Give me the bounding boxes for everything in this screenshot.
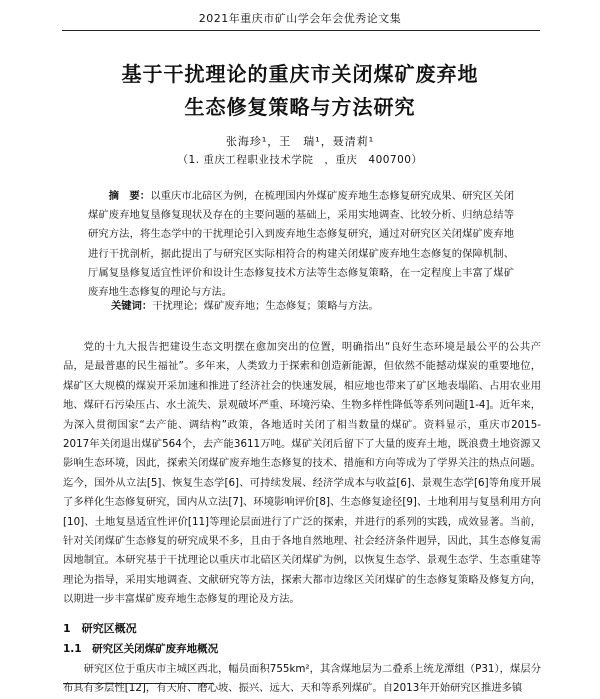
keywords-text: 干扰理论；煤矿废弃地；生态修复；策略与方法。 [152, 300, 379, 312]
keywords [111, 297, 531, 315]
keywords-label: 关键词： [111, 300, 153, 312]
abstract [88, 187, 514, 302]
introduction-paragraph: 党的十九大报告把建设生态文明摆在愈加突出的位置，明确指出“良好生态环境是最公平的公共产品，是最普惠的民生福祉”。多年来，人类致力于探索和创造新能源，但依然不能撼动煤炭的重要地位，煤矿区大规模的煤炭开采加速和推进了经济社会的快速发展，相应地也带来了矿区地表塌陷、占用农业用地、煤矸石污染压占、水土流失、景观破坏严重、环境污染、生物多样性降低等系列问题[1-4]。近年来，为深入贯彻国家“去产能、调结构”政策，各地适时关闭了相当数量的煤矿。资料显示，重庆市2015-2017年关闭退出煤矿564个，去产能3611万吨。煤矿关闭后留下了大量的废弃土地，既浪费土地资源又影响生态环境，因此，探索关闭煤矿废弃地生态修复的技术、措施和方向等成为了学界关注的热点问题。迄今，国外从立法[5]、恢复生态学[6]、可持续发展、经济学成本与收益[6]、景观生态学[6]等角度开展了多样化生态修复研究，国内从立法[7]、环境影响评价[8]、生态修复途径[9]、土地利用与复垦利用方向[10]、土地复垦适宜性评价[11]等理论层面进行了广泛的探索，并进行的系列的实践，成效显著。当前，针对关闭煤矿生态修复的研究成果不多，且由于各地自然地理、社会经济条件迥异，因此，其生态修复需因地制宜。本研究基于干扰理论以重庆市北碚区关闭煤矿为例，以恢复生态学、景观生态学、生态重建等理论为指导，采用实地调查、文献研究等方法，探索大都市边缘区关闭煤矿的生态修复策略及修复方向，以期进一步丰富煤矿废弃地生态修复的理论及方法。 [63, 341, 541, 606]
running-header: 2021年重庆市矿山学会年会优秀论文集 [198, 12, 402, 25]
paper-title-line-1: 基于干扰理论的重庆市关闭煤矿废弃地 [121, 62, 479, 86]
abstract-label: 摘 要： [108, 190, 151, 202]
paper-title-line-2: 生态修复策略与方法研究 [184, 95, 416, 119]
study-area-paragraph: 研究区位于重庆市主城区西北，幅员面积755km²，其含煤地层为二叠系上统龙潭组（P31），煤层分布具有多层性[12]，有天府、磨心坡、振兴、远大、天和等系列煤矿。自2013年开始研究区推进多镇 [63, 663, 541, 695]
header-divider [62, 30, 540, 31]
affiliation: （1. 重庆工程职业技术学院 ，重庆 400700） [177, 154, 423, 166]
abstract-text: 以重庆市北碚区为例，在梳理国内外煤矿废弃地生态修复研究成果、研究区关闭煤矿废弃地复垦修复现状及存在的主要问题的基础上，采用实地调查、比较分析、归纳总结等研究方法，将生态学中的干扰理论引入到废弃地生态修复研究，通过对研究区关闭煤矿废弃地进行干扰剖析，据此提出了与研究区实际相符合的构建关闭煤矿废弃地生态修复的保障机制、厅属复垦修复适宜性评价和设计生态修复技术方法等生态修复策略，在一定程度上丰富了煤矿废弃地生态修复的理论与方法。 [88, 190, 515, 299]
author-list: 张海珍¹，王 瑞¹，聂清莉¹ [225, 135, 375, 148]
section-heading: 1 研究区概况 [63, 622, 137, 635]
subsection-heading: 1.1 研究区关闭煤矿废弃地概况 [63, 643, 219, 655]
footnote-divider [63, 683, 213, 684]
